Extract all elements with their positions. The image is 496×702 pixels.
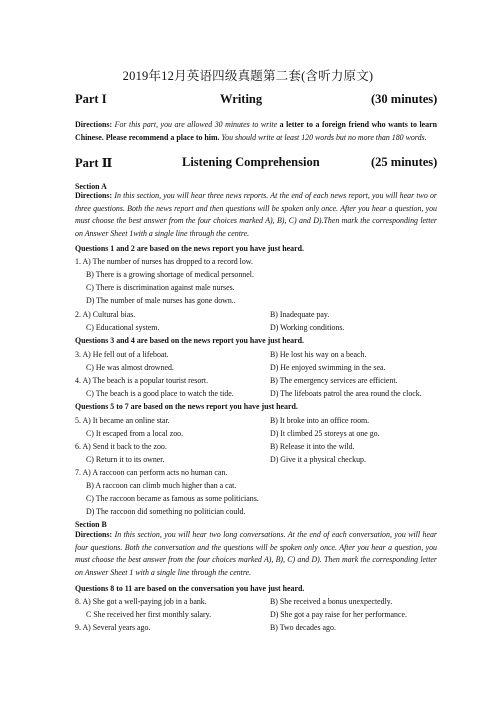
group-heading: Questions 3 and 4 are based on the news report you have just heard. [75, 336, 304, 345]
option-line: D) Give it a physical checkup. [270, 455, 366, 464]
option-line: 4. A) The beach is a popular tourist resort. [75, 376, 209, 385]
group-heading: Questions 5 to 7 are based on the news report you have just heard. [75, 402, 298, 411]
option-line: B) She received a bonus unexpectedly. [270, 597, 393, 606]
part1-directions-bold: a letter to a foreign friend who wants to learn Chinese. Please recommend a place to him. [75, 120, 437, 142]
section-b-directions [75, 529, 437, 579]
option-line: 5. A) It became an online star. [75, 416, 170, 425]
section-a-directions-label: Directions: [75, 191, 113, 200]
option-line: 9. A) Several years ago. [75, 623, 151, 632]
group-heading: Questions 1 and 2 are based on the news report you have just heard. [75, 244, 304, 253]
part2-time: (25 minutes) [371, 155, 438, 169]
option-line: D) It climbed 25 storeys at one go. [270, 429, 380, 438]
option-line: C) He was almost drowned. [86, 363, 174, 372]
option-line: 7. A) A raccoon can perform acts no human can. [75, 468, 228, 477]
part1-directions [75, 119, 437, 144]
option-line: B) The emergency services are efficient. [270, 376, 398, 385]
section-b-title: Section B [75, 520, 107, 529]
option-line: D) Working conditions. [270, 323, 345, 332]
option-line: 8. A) She got a well-paying job in a bank. [75, 597, 207, 606]
section-a-directions [75, 190, 437, 240]
option-line: 3. A) He fell out of a lifeboat. [75, 350, 169, 359]
option-line: D) The raccoon did something no politician could. [86, 507, 246, 516]
option-line: B) Two decades ago. [270, 623, 336, 632]
part1-directions-pre: For this part, you are allowed 30 minutes to write [114, 120, 280, 129]
option-line: B) Inadequate pay. [270, 310, 330, 319]
option-line: C) There is discrimination against male nurses. [86, 283, 235, 292]
section-b-directions-label: Directions: [75, 530, 113, 539]
part1-directions-label: Directions: [75, 120, 113, 129]
option-line: 1. A) The number of nurses has dropped to a record low. [75, 257, 253, 266]
option-line: D) The number of male nurses has gone down.. [86, 296, 236, 305]
option-line: D) The lifeboats patrol the area round the clock. [270, 389, 422, 398]
option-line: B) There is a growing shortage of medical personnel. [86, 270, 254, 279]
section-a-directions-text: In this section, you will hear three news reports. At the end of each news report, you will hear two or three questions. Both the news report and then questions will be spoken only once. After you hear a question, you must choose the best answer from the four choices marked A), B), C) and D).Then mark the corresponding letter on Answer Sheet 1with a single line through the centre. [75, 191, 437, 238]
option-line: C She received her first monthly salary. [86, 610, 212, 619]
part2-label: Part Ⅱ [75, 156, 113, 170]
option-line: B) A raccoon can climb much higher than a cat. [86, 481, 237, 490]
option-line: C) Return it to its owner. [86, 455, 165, 464]
option-line: B) It broke into an office room. [270, 416, 370, 425]
option-line: B) Release it into the wild. [270, 442, 355, 451]
option-line: D) She got a pay raise for her performance. [270, 610, 407, 619]
document-title: 2019年12月英语四级真题第二套(含听力原文) [122, 69, 374, 83]
option-line: C) The raccoon became as famous as some politicians. [86, 494, 259, 503]
part1-directions-post: You should write at least 120 words but no more than 180 words. [219, 132, 427, 142]
option-line: 2. A) Cultural bias. [75, 310, 136, 319]
part1-name: Writing [220, 92, 263, 106]
option-line: C) It escaped from a local zoo. [86, 429, 184, 438]
option-line: C) Educational system. [86, 323, 160, 332]
option-line: B) He lost his way on a beach. [270, 350, 367, 359]
group-heading: Questions 8 to 11 are based on the conversation you have just heard. [75, 584, 305, 593]
section-a-title: Section A [75, 182, 107, 191]
part2-name: Listening Comprehension [182, 155, 320, 169]
option-line: D) He enjoyed swimming in the sea. [270, 363, 386, 372]
section-b-directions-text: In this section, you will hear two long conversations. At the end of each conversation, you will hear four questions. Both the conversation and the questions will be spoken only once. After you hear a question, you must choose the best answer from the four choices marked A), B), C) and D). Then mark the corresponding letter on Answer Sheet 1 with a single line through the centre. [75, 530, 437, 577]
part1-label: Part I [75, 92, 107, 106]
option-line: C) The beach is a good place to watch the tide. [86, 389, 234, 398]
option-line: 6. A) Send it back to the zoo. [75, 442, 167, 451]
part1-time: (30 minutes) [371, 92, 438, 106]
